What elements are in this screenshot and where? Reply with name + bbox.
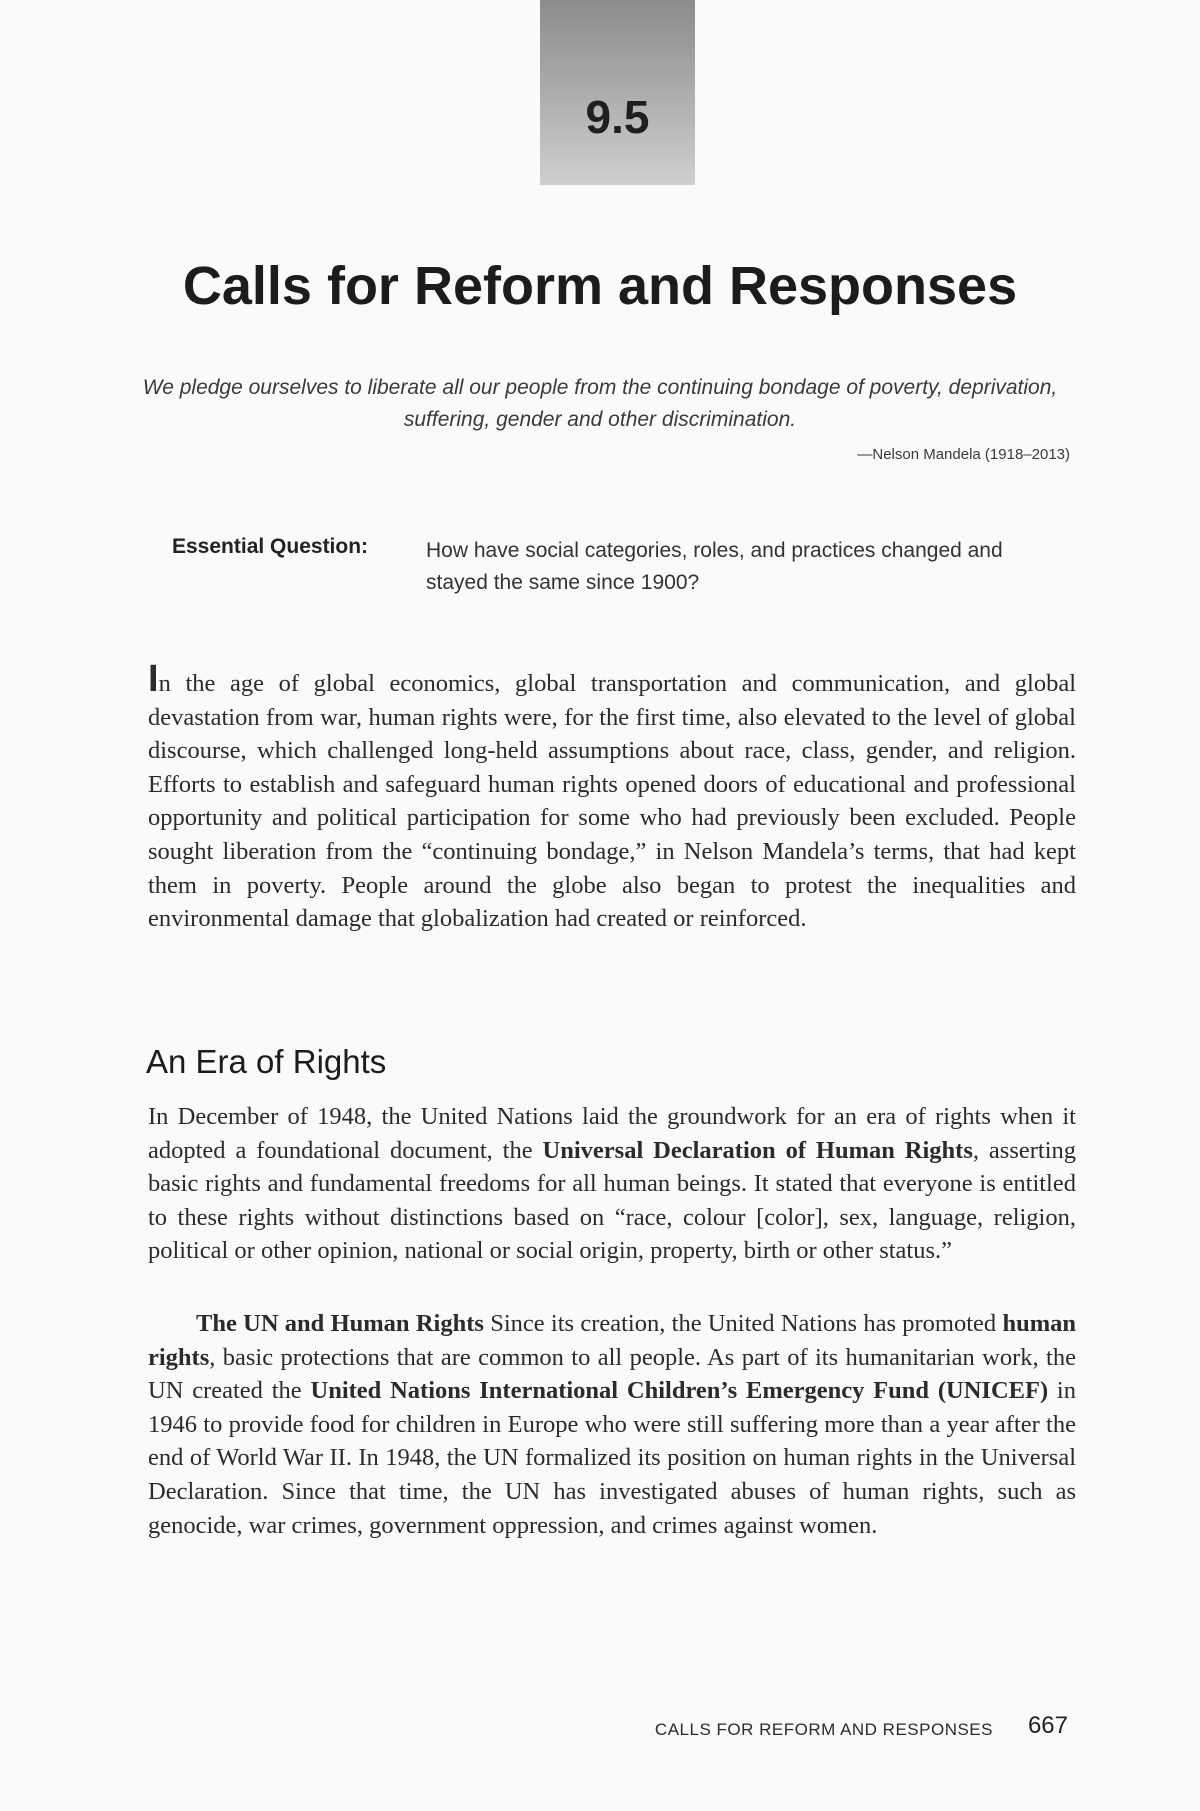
paragraph-un-part1: Since its creation, the United Nations has promoted <box>483 1310 1003 1337</box>
section-heading: An Era of Rights <box>146 1043 387 1080</box>
essential-question-text: How have social categories, roles, and practices changed and stayed the same since 1900? <box>426 539 1003 594</box>
running-head: CALLS FOR REFORM AND RESPONSES <box>654 1720 993 1739</box>
term-human-rights: human rights <box>148 1310 1076 1371</box>
epigraph-attribution: —Nelson Mandela (1918–2013) <box>857 446 1070 463</box>
paragraph-udhr-after: , asserting basic rights and fundamental freedoms for all human beings. It stated that everyone is entitled to these rights without distinctions based on “race, colour [color], sex, language, religion, political or other opinion, national or social origin, property, birth or other status.” <box>148 1136 1076 1265</box>
intro-paragraph <box>148 658 1076 936</box>
section-number: 9.5 <box>585 91 650 143</box>
term-unicef: United Nations International Children’s Emergency Fund (UNICEF) <box>310 1377 1049 1405</box>
page-number: 667 <box>1027 1712 1068 1739</box>
epigraph-quote: We pledge ourselves to liberate all our people from the continuing bondage of poverty, deprivation, suffering, gender and other discrimination. <box>142 376 1058 431</box>
paragraph-un-rights <box>148 1307 1076 1542</box>
page-title: Calls for Reform and Responses <box>182 256 1018 316</box>
paragraph-un-part2: , basic protections that are common to all people. As part of its humanitarian work, the UN created the <box>148 1343 1076 1405</box>
paragraph-udhr <box>148 1100 1076 1268</box>
term-udhr: Universal Declaration of Human Rights <box>542 1136 973 1164</box>
paragraph-un-part3: in 1946 to provide food for children in Europe who were still suffering more than a year after the end of World War II. In 1948, the UN formalized its position on human rights in the Universal Declaration. Since that time, the UN has investigated abuses of human rights, such as genocide, war crimes, government oppression, and crimes against women. <box>148 1377 1076 1539</box>
run-in-head: The UN and Human Rights <box>196 1310 484 1337</box>
essential-question-label: Essential Question: <box>172 535 369 558</box>
paragraph-udhr-before: In December of 1948, the United Nations laid the groundwork for an era of rights when it adopted a foundational document, the <box>148 1103 1076 1164</box>
drop-cap: I <box>148 658 159 700</box>
intro-text: n the age of global economics, global transportation and communication, and global devastation from war, human rights were, for the first time, also elevated to the level of global discourse, which challenged long-held assumptions about race, class, gender, and religion. Efforts to establish and safeguard human rights opened doors of educational and professional opportunity and political participation for some who had previously been excluded. People sought liberation from the “continuing bondage,” in Nelson Mandela’s terms, that had kept them in poverty. People around the globe also began to protest the inequalities and environmental damage that globalization had created or reinforced. <box>148 670 1076 933</box>
